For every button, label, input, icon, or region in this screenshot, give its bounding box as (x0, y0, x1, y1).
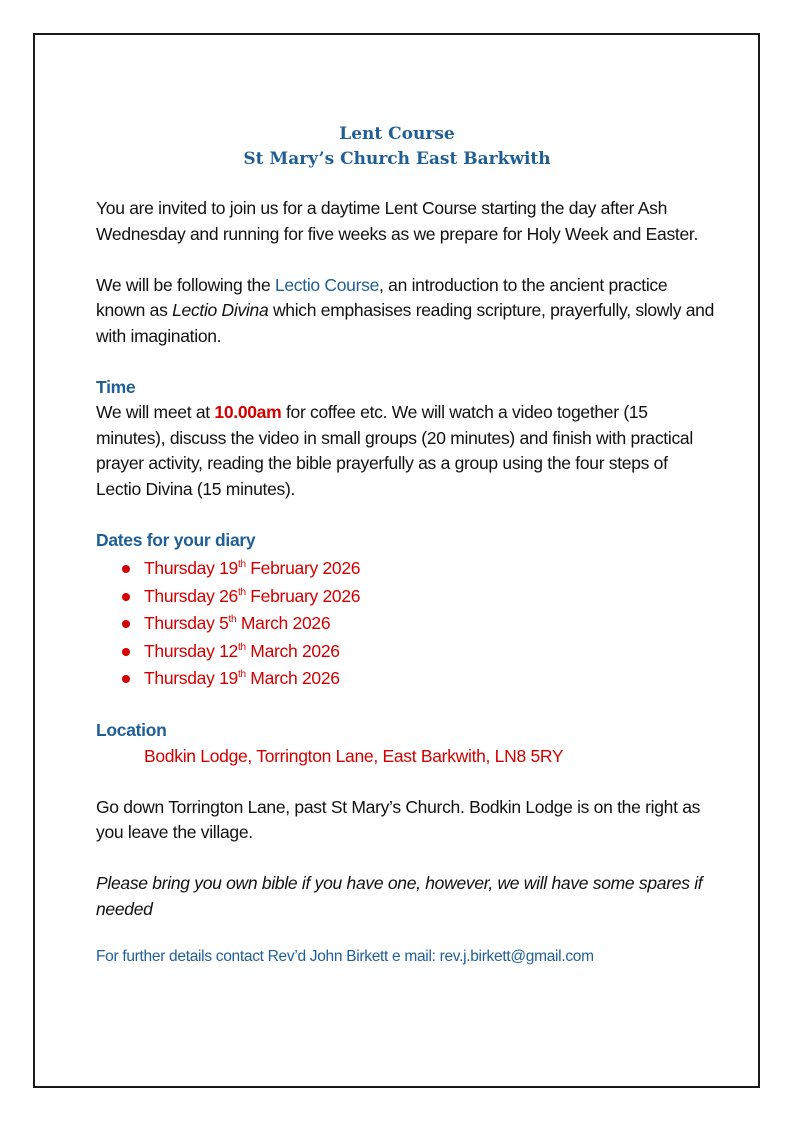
date-item: Thursday 5th March 2026 (122, 610, 716, 638)
date-item: Thursday 19th February 2026 (122, 555, 716, 583)
date-item: Thursday 19th March 2026 (122, 665, 716, 693)
location-heading: Location (96, 720, 167, 740)
lectio-text-before: We will be following the (96, 274, 275, 295)
time-paragraph (96, 400, 716, 502)
location-address: Bodkin Lodge, Torrington Lane, East Barkwith, LN8 5RY (144, 745, 564, 766)
lectio-divina-term: Lectio Divina (172, 300, 269, 320)
church-title: St Mary’s Church East Barkwith (243, 149, 551, 169)
date-item: Thursday 26th February 2026 (122, 583, 716, 611)
date-item: Thursday 12th March 2026 (122, 638, 716, 666)
course-title: Lent Course (339, 124, 455, 144)
intro-paragraph: You are invited to join us for a daytime Lent Course starting the day after Ash Wednesday and running for five weeks as we prepare for Holy Week and Easter. (96, 198, 699, 244)
time-text-after: for coffee etc. We will watch a video together (15 minutes), discuss the video in small groups (20 minutes) and finish with practical prayer activity, reading the bible prayerfully as a group using the four steps of Lectio Divina (15 minutes). (96, 402, 693, 499)
lectio-course-link[interactable]: Lectio Course (274, 274, 380, 295)
lectio-text-after: which emphasises reading scripture, prayerfully, slowly and with imagination. (96, 300, 715, 346)
start-time: 10.00am (214, 402, 282, 422)
bible-note: Please bring you own bible if you have one, however, we will have some spares if needed (96, 873, 703, 919)
time-heading: Time (96, 376, 136, 397)
dates-heading: Dates for your diary (96, 529, 256, 550)
flyer-content (96, 196, 716, 970)
lectio-paragraph (96, 273, 716, 350)
dates-list (96, 555, 716, 693)
contact-details: For further details contact Rev’d John Birkett e mail: rev.j.birkett@gmail.com (96, 948, 594, 965)
directions-paragraph: Go down Torrington Lane, past St Mary’s Church. Bodkin Lodge is on the right as you leave the village. (96, 796, 701, 842)
time-text-before: We will meet at (96, 402, 215, 422)
lectio-text-middle: , an introduction to the ancient practice known as (96, 274, 668, 320)
